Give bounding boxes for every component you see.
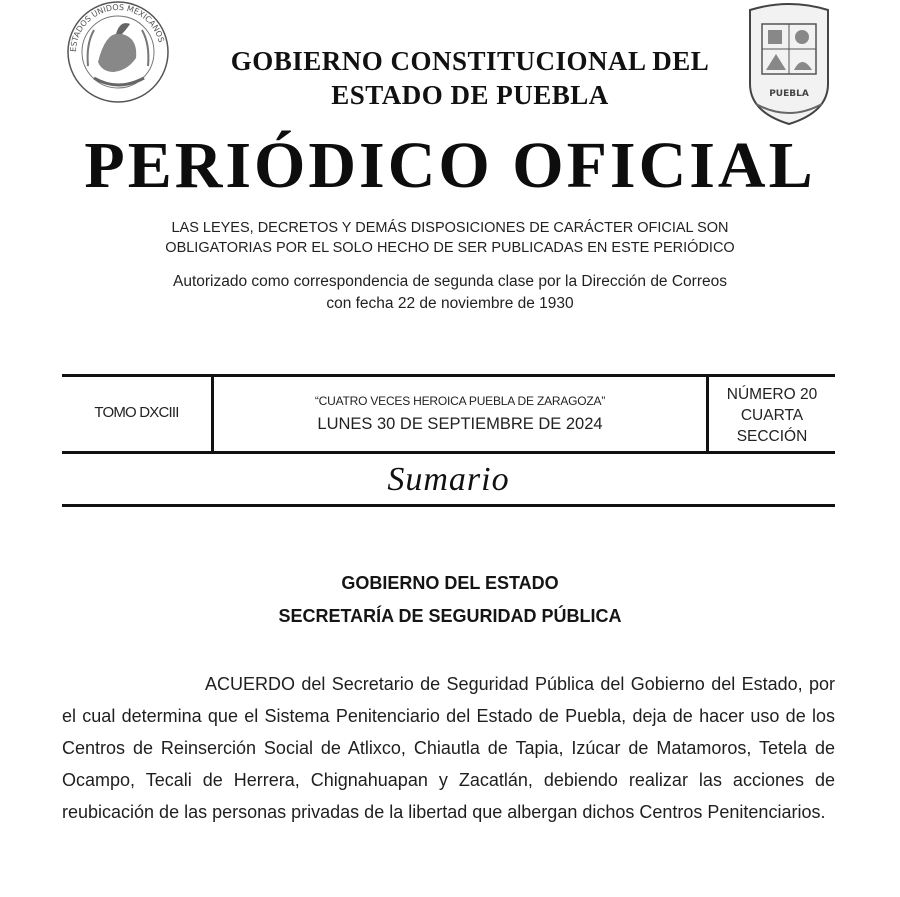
- section-heading-secretariat: SECRETARÍA DE SEGURIDAD PÚBLICA: [278, 606, 622, 626]
- svg-text:ESTADOS UNIDOS MEXICANOS: ESTADOS UNIDOS MEXICANOS: [68, 2, 166, 53]
- section-heading-government: GOBIERNO DEL ESTADO: [341, 573, 559, 593]
- svg-text:PUEBLA: PUEBLA: [769, 89, 809, 99]
- masthead-title: PERIÓDICO OFICIAL: [84, 129, 816, 202]
- summary-rule: [62, 504, 835, 507]
- issue-number-line1: NÚMERO 20: [726, 386, 818, 403]
- issue-table-top-rule: [62, 374, 835, 377]
- legal-notice-line1: LAS LEYES, DECRETOS Y DEMÁS DISPOSICIONES DE CARÁCTER OFICIAL SON: [171, 220, 729, 236]
- volume-number: TOMO DXCIII: [94, 404, 179, 421]
- postal-authorization: [60, 271, 840, 315]
- government-title-line1: GOBIERNO CONSTITUCIONAL DEL: [230, 46, 710, 76]
- postal-authorization-line2: con fecha 22 de noviembre de 1930: [326, 295, 574, 312]
- issue-number: [709, 384, 835, 447]
- legal-notice-line2: OBLIGATORIAS POR EL SOLO HECHO DE SER PUBLICADAS EN ESTE PERIÓDICO: [165, 240, 735, 256]
- issue-number-line3: SECCIÓN: [736, 428, 808, 445]
- postal-authorization-line1: Autorizado como correspondencia de segunda clase por la Dirección de Correos: [172, 273, 727, 290]
- city-motto: “CUATRO VECES HEROICA PUEBLA DE ZARAGOZA”: [314, 394, 606, 408]
- issue-table-bottom-rule: [62, 451, 835, 454]
- legal-notice: [60, 218, 840, 258]
- agreement-paragraph: ACUERDO del Secretario de Seguridad Pública del Gobierno del Estado, por el cual determina que el Sistema Penitenciario del Estado de Puebla, deja de hacer uso de los Centros de Reinserción Social de Atlixco, Chiautla de Tapia, Izúcar de Matamoros, Tetela de Ocampo, Tecali de Herrera, Chignahuapan y Zacatlán, debiendo realizar las acciones de reubicación de las personas privadas de la libertad que albergan dichos Centros Penitenciarios.: [62, 674, 835, 822]
- summary-title: Sumario: [387, 461, 510, 498]
- issue-date: LUNES 30 DE SEPTIEMBRE DE 2024: [317, 415, 603, 433]
- government-title-line2: ESTADO DE PUEBLA: [331, 80, 609, 110]
- issue-number-line2: CUARTA: [740, 407, 804, 424]
- government-title: [120, 44, 820, 112]
- issue-table-divider: [211, 374, 214, 454]
